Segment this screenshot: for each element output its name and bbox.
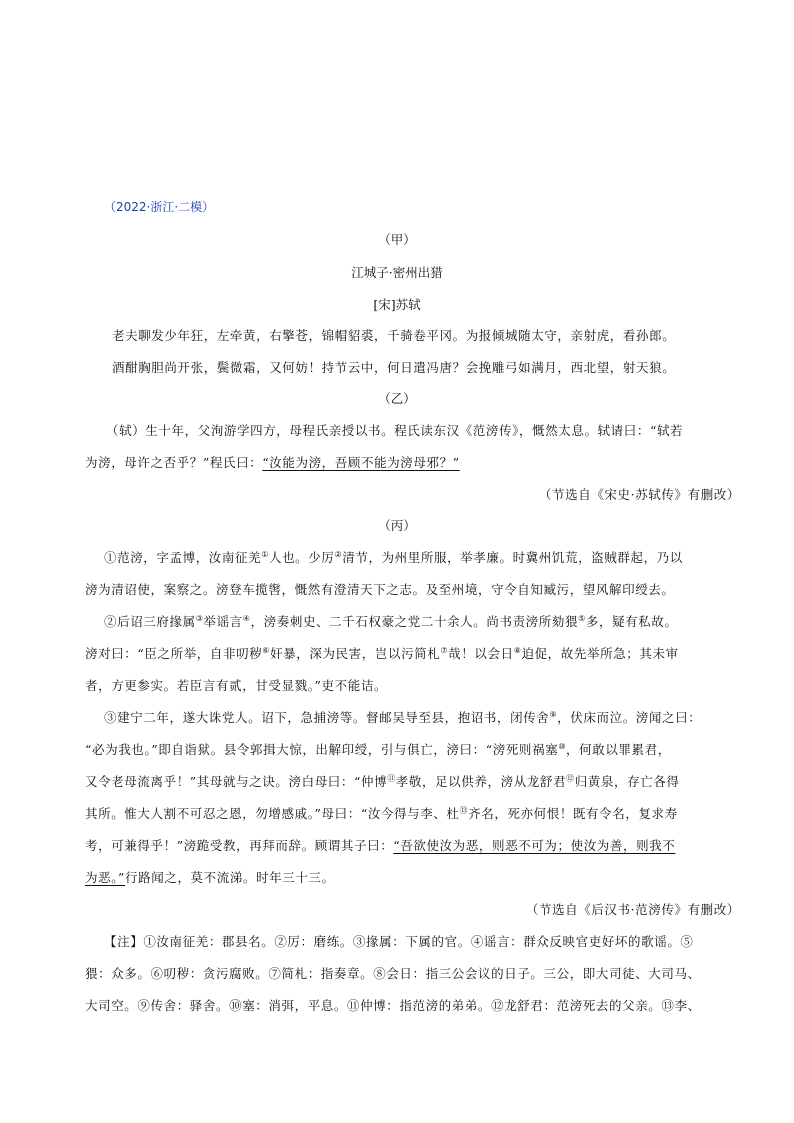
note-marker: ⑫ [566,773,575,783]
text-span: 考，可兼得乎！”滂跪受教，再拜而辞。顾谓其子曰： [85,838,394,853]
text-span: 举谣言 [203,614,243,629]
poem-title: 江城子·密州出猎 [351,265,443,280]
text-span: ①汝南征羌：郡县名。②厉：磨练。③掾属：下属的官。④谣言：群众反映官吏好坏的歌谣。⑤ [143,934,694,949]
text-span: ②后诏三府掾属 [104,614,196,629]
notes-line-1 [104,932,694,950]
yi-line-2 [85,453,460,471]
text-span: 又令老母流离乎！”其母就与之诀。滂白母曰：“仲博 [85,774,388,789]
poem-line-1: 老夫聊发少年狂，左牵黄，右擎苍，锦帽貂裘，千骑卷平冈。为报倾城随太守，亲射虎，看孙郎。 [112,328,676,343]
bing-p3-line-1 [104,708,701,726]
source-label: （2022·浙江·二模） [104,200,215,214]
text-span: 归黄泉，存亡各得 [574,774,680,789]
text-span: 孝敬，足以供养，滂从龙舒君 [395,774,567,789]
bing-p3-line-4 [85,804,678,822]
bing-p2-line-2 [85,644,679,662]
yi-line-1: （轼）生十年，父洵游学四方，母程氏亲授以书。程氏读东汉《范滂传》，慨然太息。轼请曰：“轼若 [106,423,684,438]
text-span: 多，疑有私故。 [585,614,678,629]
text-span: ③建宁二年，遂大诛党人。诏下，急捕滂等。督邮吴导至县，抱诏书，闭传舍 [104,710,550,725]
bing-p3-line-2 [85,740,671,758]
text-span: 奸暴，深为民害，岂以污简札 [270,646,441,661]
bing-p2-line-3: 者，方更参实。若臣言有贰，甘受显戮。”吏不能诘。 [85,678,388,693]
text-span: 齐名，死亦何恨！既有令名，复求寿 [468,806,678,821]
note-marker: ⑦ [440,645,449,655]
underlined-quote-end: 为恶。” [85,870,126,885]
note-marker: ⑧ [513,645,522,655]
poem-author: [宋]苏轼 [373,297,421,312]
bing-p3-line-6 [85,868,335,886]
poem-line-2: 酒酣胸胆尚开张，鬓微霜，又何妨！持节云中，何日遣冯唐？会挽雕弓如满月，西北望，射天狼。 [112,360,676,375]
bing-p3-line-3 [85,772,680,790]
note-marker: ⑪ [387,773,396,783]
notes-line-2: 猥：众多。⑥叨秽：贪污腐败。⑦简札：指奏章。⑧会日：指三公会议的日子。三公，即大司徒、大司马、 [85,966,701,981]
text-span: 其所。惟大人割不可忍之恩，勿增感戚。”母曰：“汝今得与李、杜 [85,806,460,821]
text-span: 迫促，故先举所急；其未审 [521,646,679,661]
text-span: ①范滂，字孟博，汝南征羌 [104,550,262,565]
note-marker: ⑤ [578,613,586,623]
bing-p3-line-5 [85,836,675,854]
note-marker: ⑨ [549,709,558,719]
text-span: ，何敢以罪累君， [566,742,671,757]
section-jia-label: （甲） [378,232,416,247]
note-marker: ⑥ [262,645,271,655]
bing-p1-line-1 [104,548,683,566]
bing-p1-line-2: 滂为清诏使，案察之。滂登车揽辔，慨然有澄清天下之志。及至州境，守令自知臧污，望风解印绶去。 [85,582,675,597]
note-marker: ① [261,549,269,559]
yi-underlined-quote: “汝能为滂，吾顾不能为滂母邪？” [262,455,460,470]
note-marker: ⑬ [459,805,469,815]
text-span: 人也。少厉 [268,550,335,565]
notes-line-3: 大司空。⑨传舍：驿舍。⑩塞：消弭，平息。⑪仲博：指范滂的弟弟。⑫龙舒君：范滂死去的父亲。⑬李、 [85,998,701,1013]
text-span: 行路闻之，莫不流涕。时年三十三。 [125,870,335,885]
note-marker: ④ [242,613,251,623]
bing-attribution: （节选自《后汉书·范滂传》有删改） [525,902,740,917]
text-span: “必为我也。”即自诣狱。县令郭揖大惊，出解印绶，引与俱亡，滂曰：“滂死则祸塞 [85,742,559,757]
note-marker: ⑩ [558,741,567,751]
note-marker: ③ [195,613,204,623]
section-yi-label: （乙） [378,391,416,406]
text-span: 滂对曰：“臣之所举，自非叨秽 [85,646,263,661]
notes-label: 【注】 [104,934,144,949]
text-span: ，滂奏刺史、二千石权豪之党二十余人。尚书责滂所劾猥 [250,614,579,629]
yi-attribution: （节选自《宋史·苏轼传》有删改） [538,487,740,502]
section-bing-label: （丙） [378,518,416,533]
text-span: 哉！以会日 [448,646,514,661]
bing-p2-line-1 [104,612,678,630]
text-span: ，伏床而泣。滂闻之曰： [557,710,702,725]
underlined-quote: “吾欲使汝为恶，则恶不可为；使汝为善，则我不 [393,838,676,853]
text-span: 清节，为州里所服，举孝廉。时冀州饥荒，盗贼群起，乃以 [342,550,683,565]
note-marker: ② [334,549,343,559]
yi-line-2-text: 为滂，母许之否乎？”程氏曰： [85,455,263,470]
